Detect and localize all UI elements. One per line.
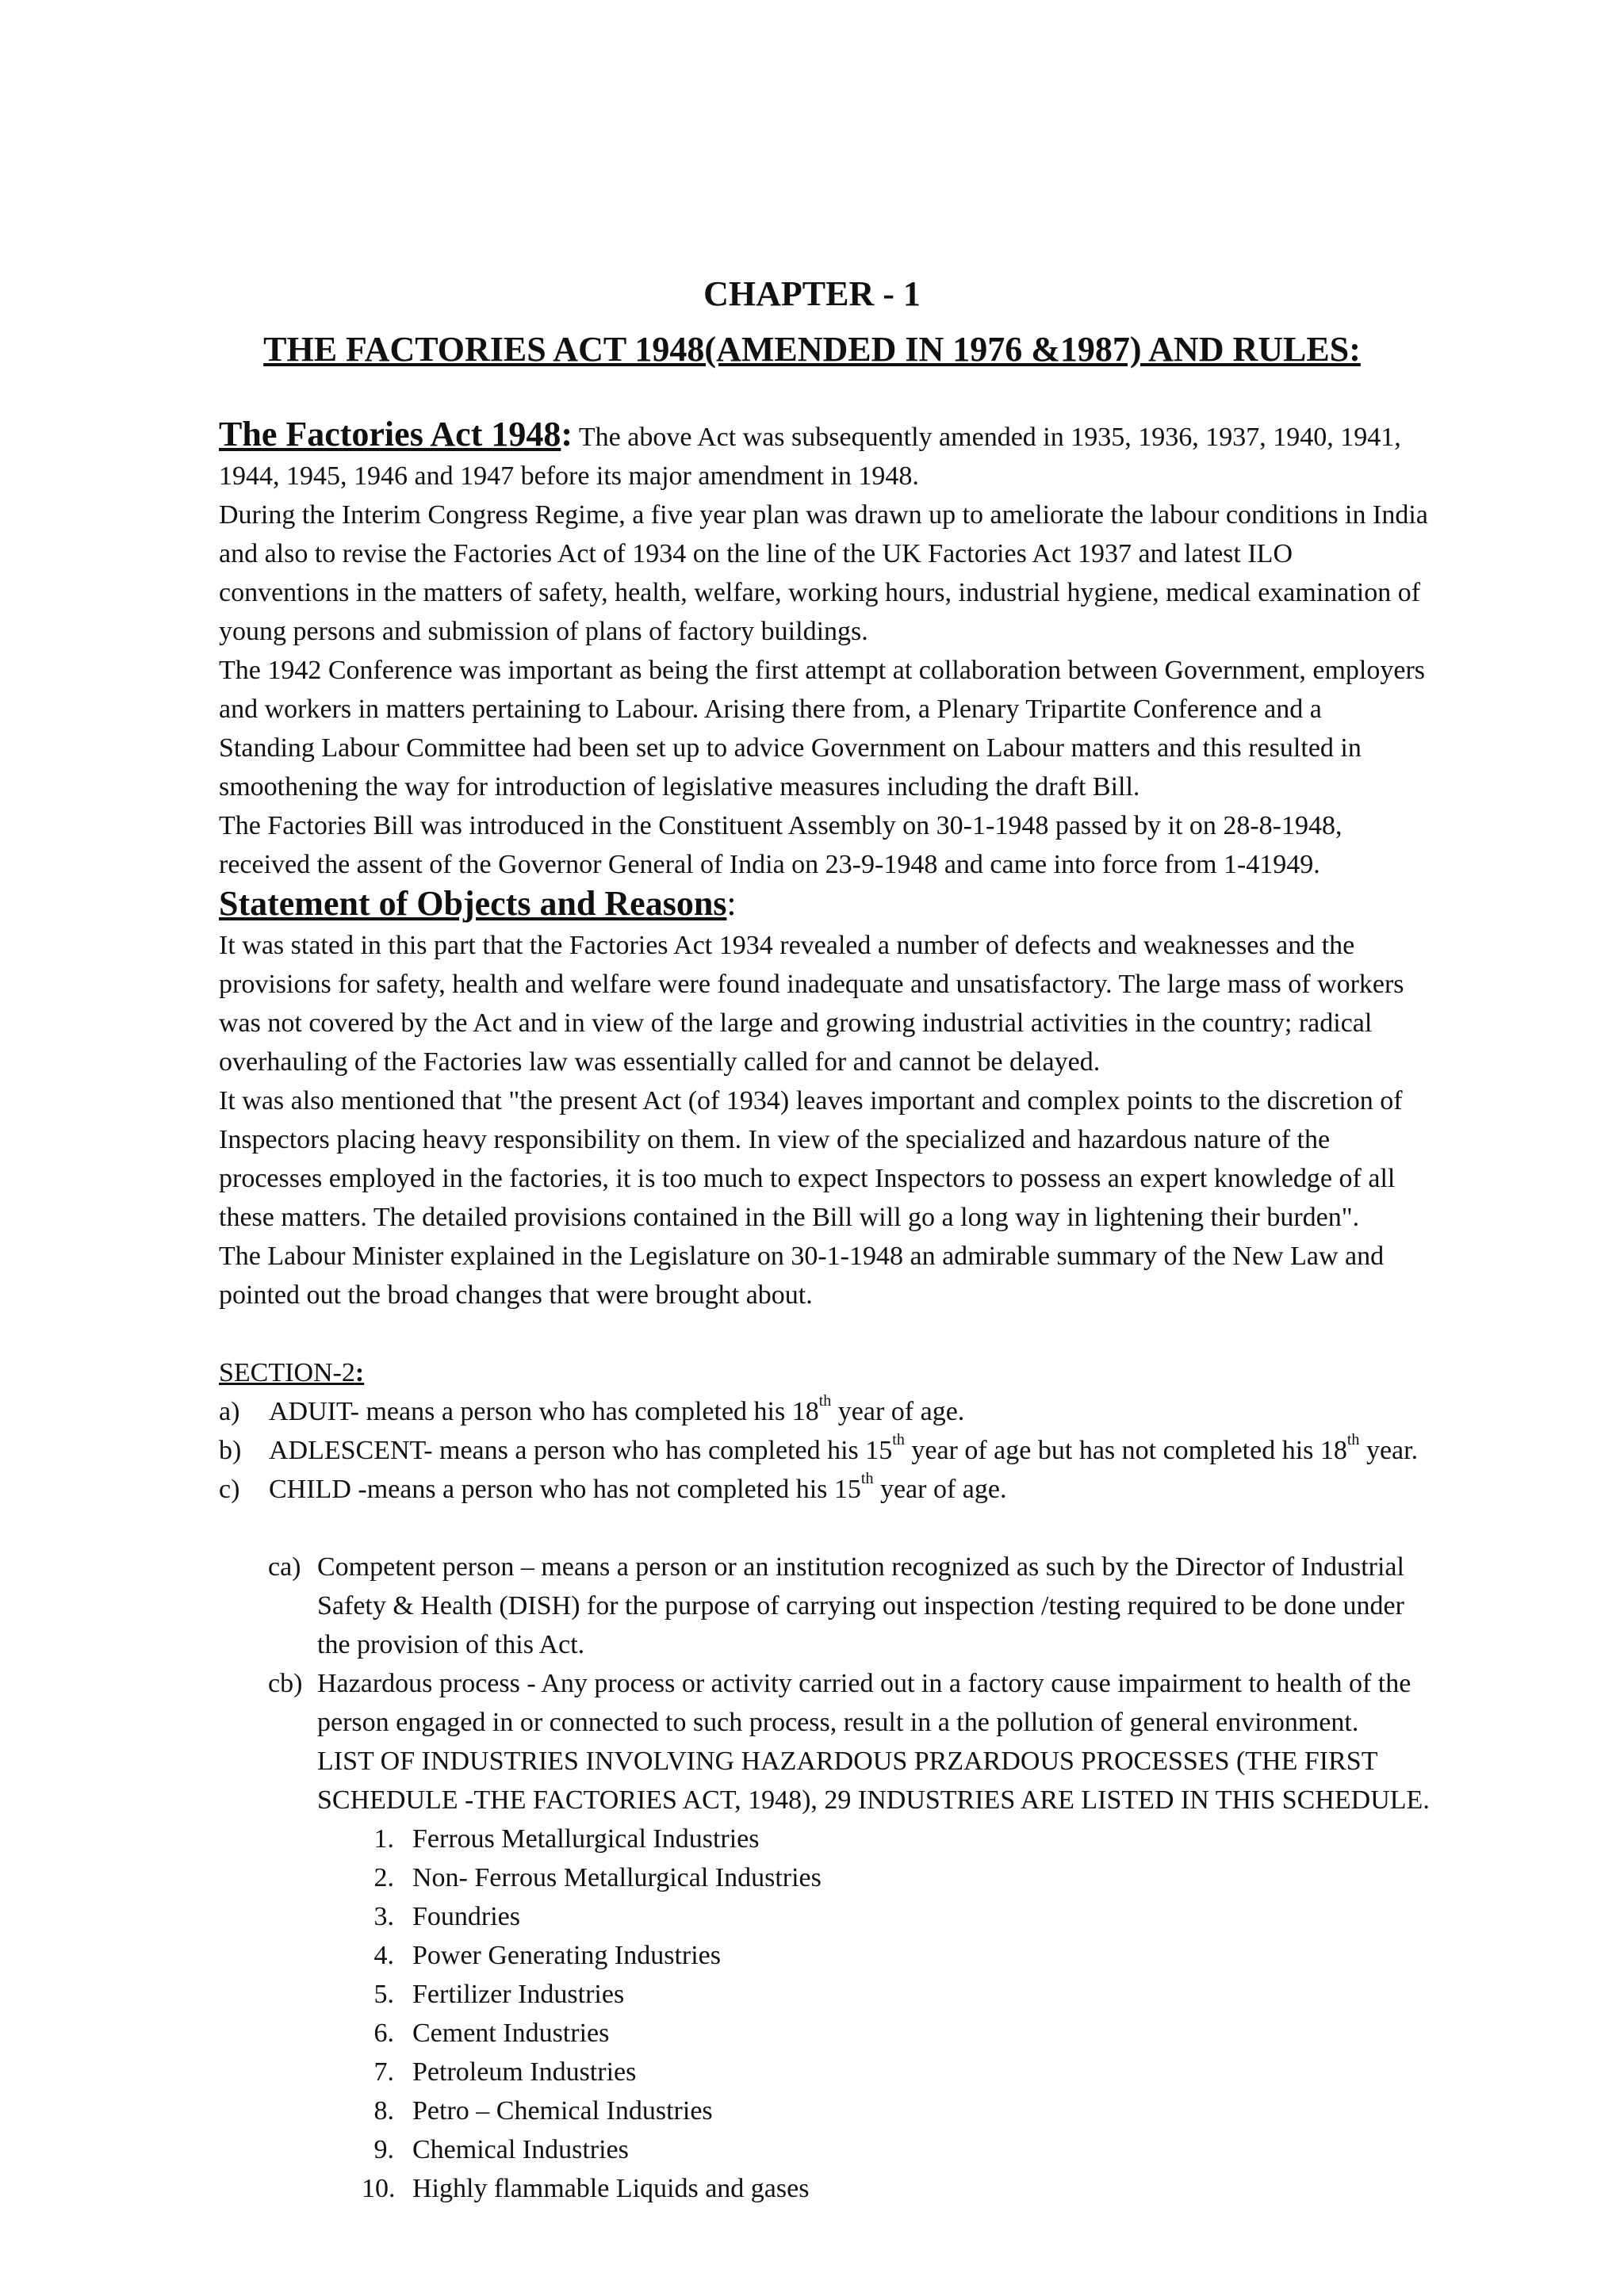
objects-line: these matters. The detailed provisions contained in the Bill will go a long way in lightening their burden". xyxy=(219,1203,1360,1232)
objects-line: processes employed in the factories, it is too much to expect Inspectors to possess an expert knowledge of all xyxy=(219,1164,1396,1193)
list-text: Chemical Industries xyxy=(412,2135,629,2164)
list-item xyxy=(362,1820,1559,1858)
definition-label: c) xyxy=(219,1475,240,1504)
ordinal-suffix: th xyxy=(860,1469,874,1487)
list-item xyxy=(362,1897,1559,1936)
intro-line: The Factories Bill was introduced in the Constituent Assembly on 30-1-1948 passed by it on 28-8-1948, xyxy=(219,811,1342,840)
list-number: 4. xyxy=(373,1941,394,1970)
list-item xyxy=(362,1858,1559,1897)
definition-label: b) xyxy=(219,1436,242,1465)
objects-heading-colon: : xyxy=(726,884,737,923)
subdefinition-line: Competent person – means a person or an institution recognized as such by the Director of Industrial xyxy=(317,1552,1404,1582)
ordinal-suffix: th xyxy=(818,1391,832,1410)
subdefinition-line: LIST OF INDUSTRIES INVOLVING HAZARDOUS PRZARDOUS PROCESSES (THE FIRST xyxy=(317,1747,1378,1776)
list-text: Highly flammable Liquids and gases xyxy=(412,2174,810,2203)
subdefinition-line: person engaged in or connected to such process, result in a the pollution of general environment. xyxy=(317,1708,1359,1737)
list-item xyxy=(362,1975,1559,2014)
definition-text-part: year of age. xyxy=(873,1475,1007,1504)
list-number: 5. xyxy=(373,1980,394,2009)
definition-text-part: ADLESCENT- means a person who has completed his 15 xyxy=(269,1436,893,1465)
list-number: 2. xyxy=(373,1863,394,1892)
subdefinition-item xyxy=(268,1548,1559,1586)
objects-heading-line xyxy=(219,884,1559,926)
objects-line: was not covered by the Act and in view of the large and growing industrial activities in the country; radical xyxy=(219,1008,1373,1038)
subdefinitions xyxy=(219,1548,1559,1820)
intro-first-line xyxy=(219,415,1559,457)
list-item xyxy=(362,2053,1559,2091)
definition-text xyxy=(269,1392,964,1431)
intro-line: smoothening the way for introduction of legislative measures including the draft Bill. xyxy=(219,772,1140,802)
definition-text-part: year of age but has not completed his 18 xyxy=(904,1436,1347,1465)
list-item xyxy=(362,2014,1559,2053)
intro-heading-colon: : xyxy=(561,415,573,453)
intro-line: The above Act was subsequently amended in 1935, 1936, 1937, 1940, 1941, xyxy=(578,423,1401,452)
definition-text xyxy=(269,1470,1006,1509)
definition-item xyxy=(219,1431,1559,1470)
intro-line: 1944, 1945, 1946 and 1947 before its major amendment in 1948. xyxy=(219,461,919,491)
objects-line: Inspectors placing heavy responsibility on them. In view of the specialized and hazardous nature of the xyxy=(219,1125,1331,1154)
ordinal-suffix: th xyxy=(892,1430,905,1448)
list-item xyxy=(362,1936,1559,1975)
list-text: Foundries xyxy=(412,1902,520,1931)
objects-line: pointed out the broad changes that were brought about. xyxy=(219,1280,813,1310)
document-title: THE FACTORIES ACT 1948(AMENDED IN 1976 &1987) AND RULES: xyxy=(263,330,1361,369)
intro-line: and workers in matters pertaining to Labour. Arising there from, a Plenary Tripartite Conference and a xyxy=(219,695,1322,724)
objects-line: provisions for safety, health and welfare were found inadequate and unsatisfactory. The large mass of workers xyxy=(219,970,1404,999)
list-item xyxy=(362,2091,1559,2130)
list-number: 8. xyxy=(373,2096,394,2126)
definition-item xyxy=(219,1392,1559,1431)
list-number: 9. xyxy=(373,2135,394,2164)
section2-heading-line xyxy=(219,1353,1559,1392)
intro-line: young persons and submission of plans of factory buildings. xyxy=(219,617,868,646)
spacer xyxy=(219,1509,1559,1548)
definition-item xyxy=(219,1470,1559,1509)
list-text: Petro – Chemical Industries xyxy=(412,2096,713,2126)
intro-line: received the assent of the Governor General of India on 23-9-1948 and came into force from 1-41949. xyxy=(219,850,1320,879)
objects-heading: Statement of Objects and Reasons xyxy=(219,884,727,923)
ordinal-suffix: th xyxy=(1346,1430,1360,1448)
list-text: Power Generating Industries xyxy=(412,1941,722,1970)
definition-label: a) xyxy=(219,1397,240,1426)
objects-line: The Labour Minister explained in the Legislature on 30-1-1948 an admirable summary of the New Law and xyxy=(219,1242,1385,1271)
chapter-heading: CHAPTER - 1 xyxy=(703,274,921,313)
document-body xyxy=(219,415,1559,2208)
spacer xyxy=(219,1314,1559,1353)
subdefinition-line: Hazardous process - Any process or activity carried out in a factory cause impairment to health of the xyxy=(317,1669,1411,1698)
definition-text-part: year of age. xyxy=(831,1397,965,1426)
section2-heading-colon: : xyxy=(354,1358,365,1387)
list-text: Cement Industries xyxy=(412,2019,610,2048)
objects-line: It was also mentioned that "the present Act (of 1934) leaves important and complex points to the discretion of xyxy=(219,1086,1403,1115)
intro-heading: The Factories Act 1948 xyxy=(219,415,561,453)
list-number: 10. xyxy=(362,2174,396,2203)
subdefinition-item xyxy=(268,1664,1559,1703)
intro-line: conventions in the matters of safety, health, welfare, working hours, industrial hygiene, medical examination of xyxy=(219,578,1421,607)
subdefinition-label: cb) xyxy=(268,1669,303,1698)
definition-text-part: CHILD -means a person who has not completed his 15 xyxy=(269,1475,861,1504)
subdefinition-label: ca) xyxy=(268,1552,301,1582)
list-number: 3. xyxy=(373,1902,394,1931)
list-text: Petroleum Industries xyxy=(412,2057,637,2087)
intro-line: and also to revise the Factories Act of 1934 on the line of the UK Factories Act 1937 and latest ILO xyxy=(219,539,1293,568)
definition-text xyxy=(269,1431,1418,1470)
intro-line: The 1942 Conference was important as being the first attempt at collaboration between Government, employers xyxy=(219,656,1426,685)
intro-line: Standing Labour Committee had been set up to advice Government on Labour matters and this resulted in xyxy=(219,733,1362,763)
definition-text-part: year. xyxy=(1359,1436,1419,1465)
list-number: 7. xyxy=(373,2057,394,2087)
subdefinition-line: Safety & Health (DISH) for the purpose of carrying out inspection /testing required to be done under xyxy=(317,1591,1404,1621)
list-number: 1. xyxy=(373,1824,394,1854)
intro-line: During the Interim Congress Regime, a five year plan was drawn up to ameliorate the labour conditions in India xyxy=(219,500,1428,530)
subdefinition-line: SCHEDULE -THE FACTORIES ACT, 1948), 29 INDUSTRIES ARE LISTED IN THIS SCHEDULE. xyxy=(317,1785,1430,1815)
objects-line: overhauling of the Factories law was essentially called for and cannot be delayed. xyxy=(219,1047,1101,1077)
section2-heading: SECTION-2 xyxy=(219,1358,355,1387)
industries-list xyxy=(219,1820,1559,2208)
list-item xyxy=(362,2130,1559,2169)
definition-text-part: ADUIT- means a person who has completed his 18 xyxy=(269,1397,819,1426)
list-number: 6. xyxy=(373,2019,394,2048)
list-text: Ferrous Metallurgical Industries xyxy=(412,1824,760,1854)
list-text: Fertilizer Industries xyxy=(412,1980,625,2009)
subdefinition-line: the provision of this Act. xyxy=(317,1630,585,1659)
list-text: Non- Ferrous Metallurgical Industries xyxy=(412,1863,822,1892)
list-item xyxy=(362,2169,1559,2208)
objects-line: It was stated in this part that the Factories Act 1934 revealed a number of defects and weaknesses and the xyxy=(219,931,1355,960)
